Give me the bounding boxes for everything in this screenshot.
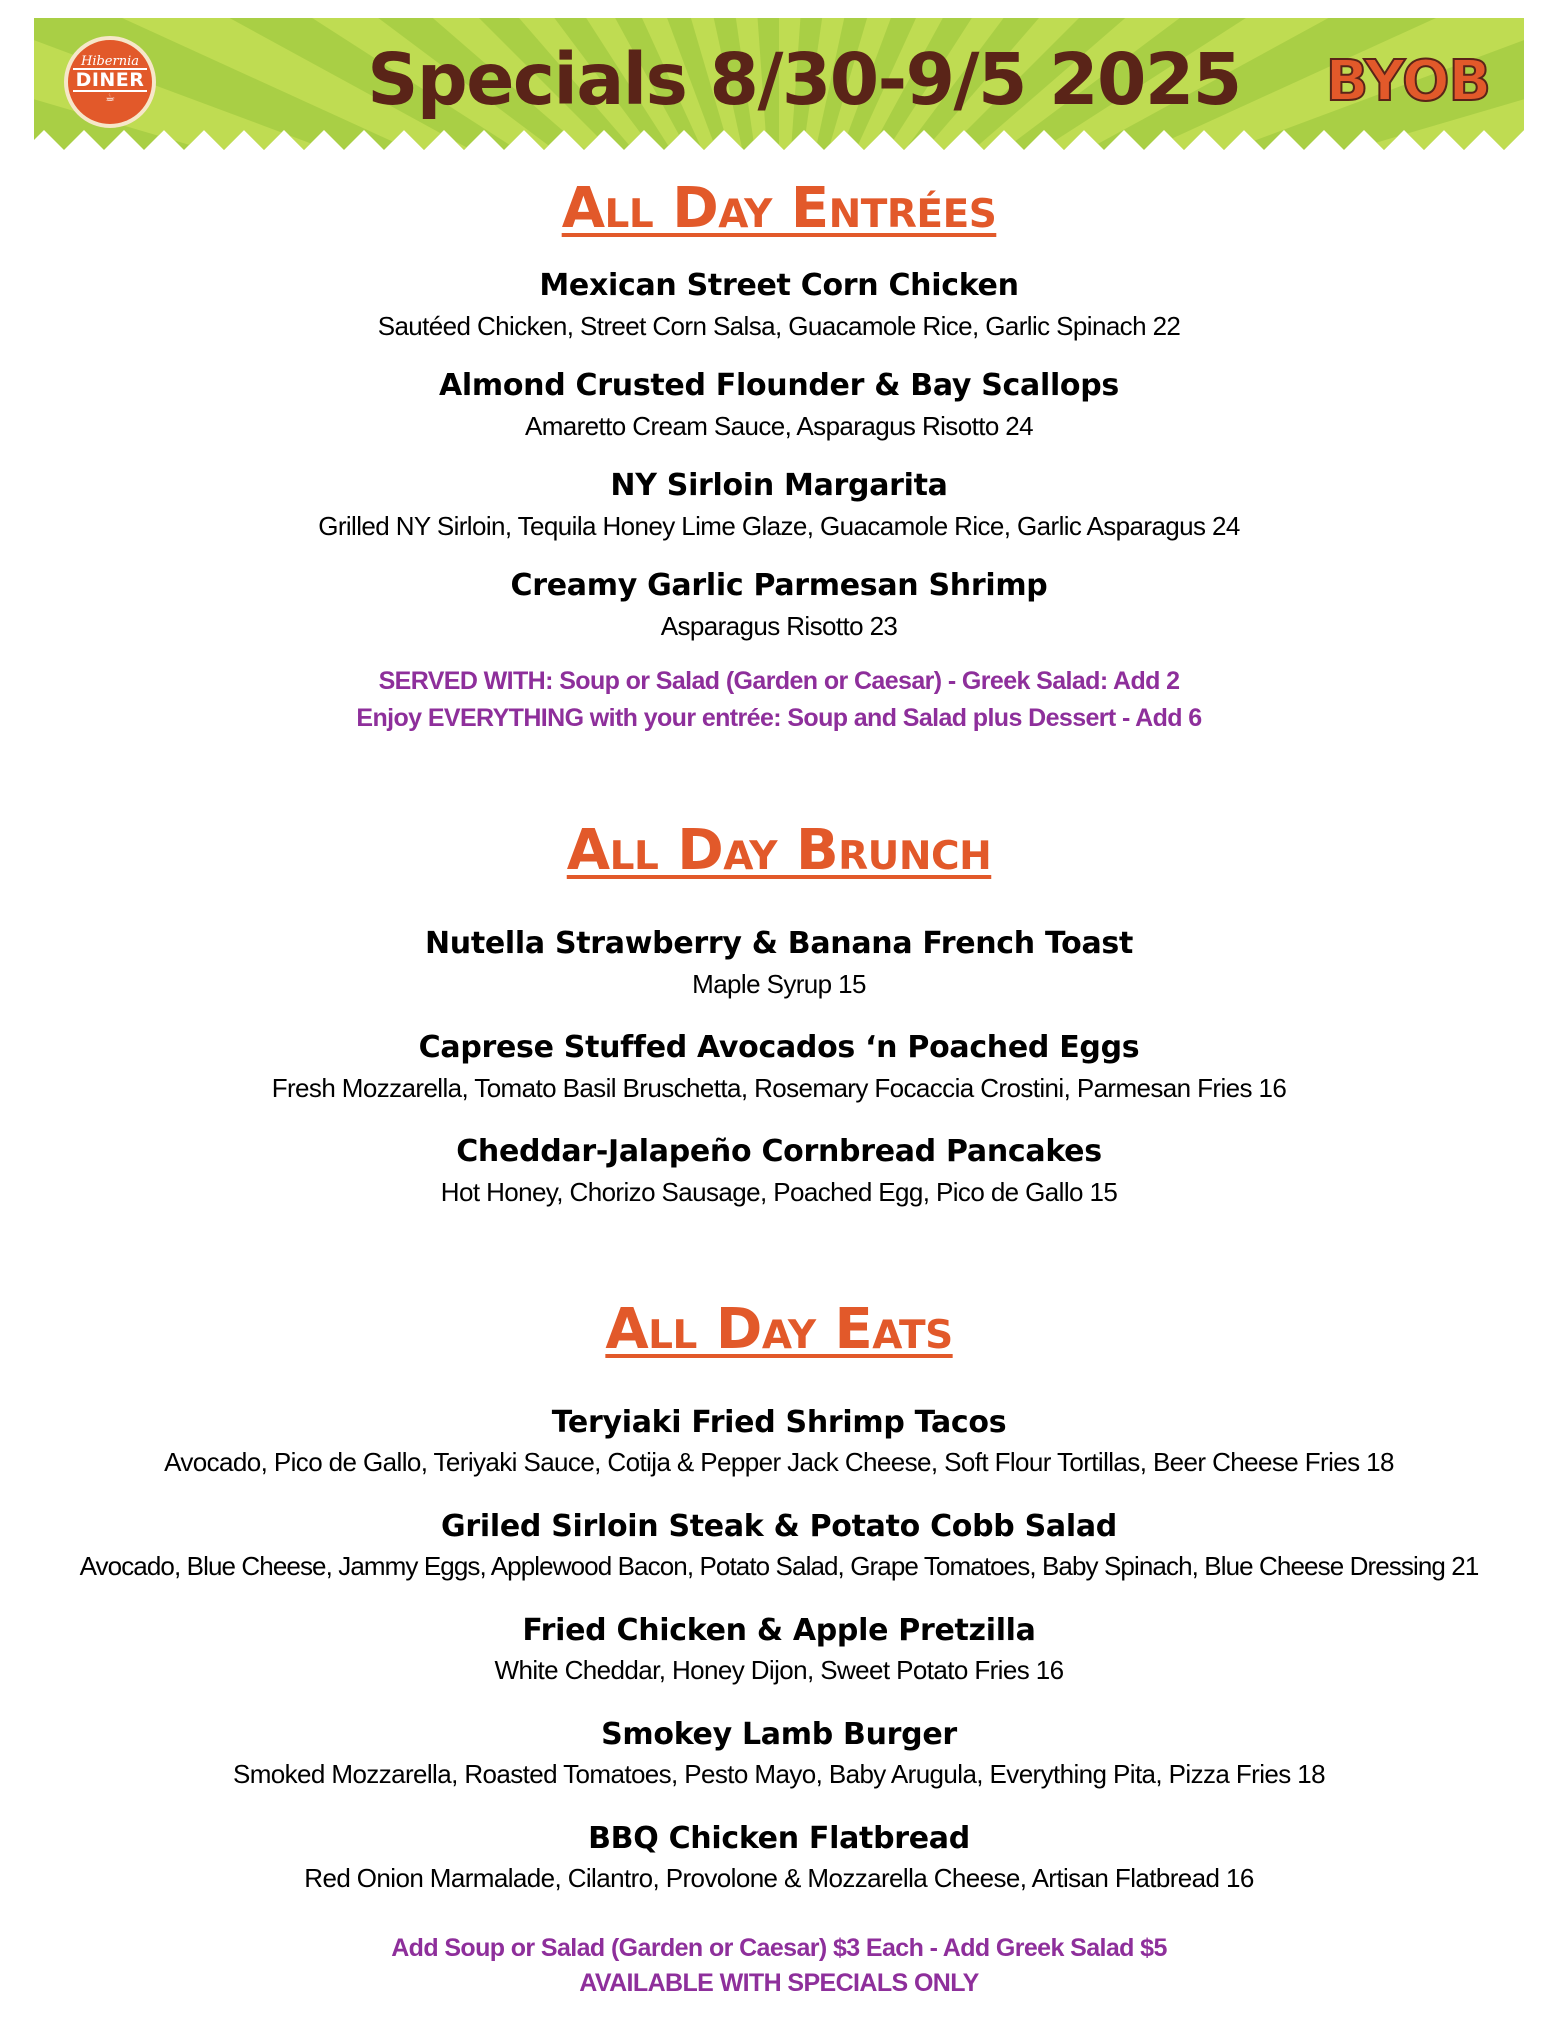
menu-item-description: Maple Syrup 15 [692,969,866,999]
menu-item-description: Avocado, Blue Cheese, Jammy Eggs, Applewood Bacon, Potato Salad, Grape Tomatoes, Baby Spinach, Blue Cheese Dressing 21 [79,1551,1479,1581]
menu-item-description: Amaretto Cream Sauce, Asparagus Risotto 24 [524,411,1034,441]
eats-availability-note: AVAILABLE WITH SPECIALS ONLY [579,1969,979,1997]
logo-script-text: Hibernia [80,53,139,69]
menu-item-description: Hot Honey, Chorizo Sausage, Poached Egg, Pico de Gallo 15 [440,1177,1118,1207]
header-banner [34,18,1524,150]
section-title-brunch: All Day Brunch [566,818,992,883]
page-title: Specials 8/30-9/5 2025 [367,38,1241,121]
menu-item-name: Mexican Street Corn Chicken [539,268,1019,303]
eats-add-soup-salad-note: Add Soup or Salad (Garden or Caesar) $3 Each - Add Greek Salad $5 [391,1934,1167,1962]
entrees-everything-note: Enjoy EVERYTHING with your entrée: Soup and Salad plus Dessert - Add 6 [356,704,1202,732]
menu-item-name: Cheddar-Jalapeño Cornbread Pancakes [456,1134,1102,1169]
menu-item-description: Smoked Mozzarella, Roasted Tomatoes, Pesto Mayo, Baby Arugula, Everything Pita, Pizza Fries 18 [232,1759,1325,1789]
menu-item-name: Caprese Stuffed Avocados ‘n Poached Eggs [418,1030,1140,1065]
menu-item-name: Fried Chicken & Apple Pretzilla [522,1613,1036,1648]
section-title-entrees: All Day Entrées [561,176,997,241]
menu-item-description: Asparagus Risotto 23 [660,611,898,641]
entrees-served-with-note: SERVED WITH: Soup or Salad (Garden or Caesar) - Greek Salad: Add 2 [378,667,1180,695]
section-title-eats: All Day Eats [605,1297,953,1362]
menu-item-description: Avocado, Pico de Gallo, Teriyaki Sauce, Cotija & Pepper Jack Cheese, Soft Flour Tortillas, Beer Cheese Fries 18 [164,1447,1394,1477]
menu-item-name: Smokey Lamb Burger [601,1717,957,1752]
byob-badge: BYOB [1325,49,1491,114]
menu-item-description: Grilled NY Sirloin, Tequila Honey Lime Glaze, Guacamole Rice, Garlic Asparagus 24 [318,511,1240,541]
menu-item-description: Red Onion Marmalade, Cilantro, Provolone & Mozzarella Cheese, Artisan Flatbread 16 [304,1863,1254,1893]
menu-item-name: BBQ Chicken Flatbread [588,1821,970,1856]
menu-item-name: Nutella Strawberry & Banana French Toast [424,926,1134,961]
menu-item-name: NY Sirloin Margarita [610,468,948,503]
menu-item-name: Teryiaki Fried Shrimp Tacos [551,1405,1007,1440]
menu-item-description: White Cheddar, Honey Dijon, Sweet Potato Fries 16 [494,1655,1064,1685]
menu-item-description: Sautéed Chicken, Street Corn Salsa, Guacamole Rice, Garlic Spinach 22 [377,311,1181,341]
menu-item-name: Griled Sirloin Steak & Potato Cobb Salad [441,1509,1117,1544]
diner-logo [64,36,156,128]
coffee-cup-icon: ☕ [105,90,115,104]
menu-item-name: Creamy Garlic Parmesan Shrimp [510,568,1048,603]
menu-item-name: Almond Crusted Flounder & Bay Scallops [439,368,1119,403]
logo-word-text: DINER [73,68,148,92]
menu-item-description: Fresh Mozzarella, Tomato Basil Bruschetta, Rosemary Focaccia Crostini, Parmesan Fries 16 [271,1073,1287,1103]
